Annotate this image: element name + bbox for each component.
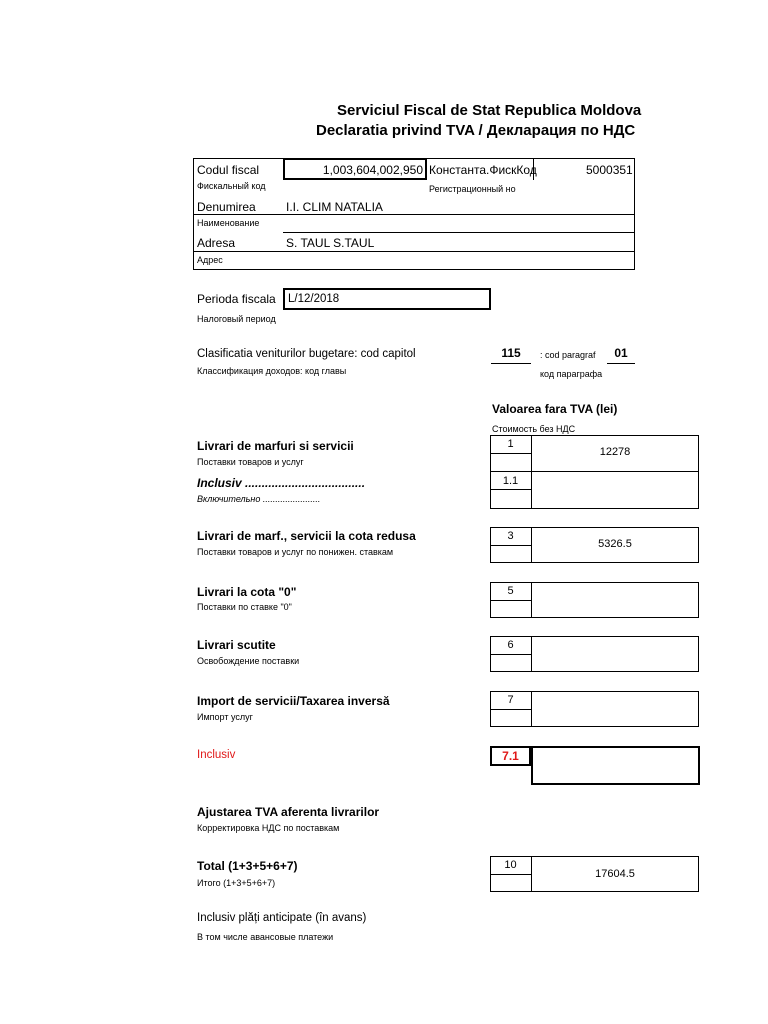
address-label-ru: Адрес [197,255,223,265]
divider [531,582,532,618]
total-label: Total (1+3+5+6+7) [197,859,298,873]
row-1-value[interactable]: 12278 [599,446,631,458]
row-1-label: Livrari de marfuri si servicii [197,439,354,453]
row-7-code: 7 [507,694,514,706]
row-6-label-ru: Освобождение поставки [197,656,300,666]
divider [490,874,531,875]
address-label: Adresa [197,236,236,250]
reg-no-value[interactable]: 5000351 [586,163,633,177]
constant-label: Константа.ФискКод [429,163,537,177]
reg-no-label-ru: Регистрационный но [429,184,516,194]
name-value[interactable]: I.I. CLIM NATALIA [286,200,383,214]
row-6-label: Livrari scutite [197,638,276,652]
row-7-1-code: 7.1 [490,746,531,766]
classification-label-ru: Классификация доходов: код главы [197,366,347,376]
row-7-label-ru: Импорт услуг [197,712,253,722]
divider [283,232,635,233]
classification-label: Clasificatia veniturilor bugetare: cod capitol [197,348,416,360]
row-1-1-code: 1.1 [502,475,519,487]
period-field[interactable] [283,288,491,310]
row-6-code: 6 [507,639,514,651]
row-1-label-ru: Поставки товаров и услуг [197,457,304,467]
adjustment-label-ru: Корректировка НДС по поставкам [197,823,340,833]
paragraph-code[interactable]: 01 [614,346,628,360]
total-label-ru: Итого (1+3+5+6+7) [197,878,276,888]
row-1-1-label-ru: Включительно ....................... [197,494,321,504]
row-7-1-value-box[interactable] [531,746,700,785]
divider [490,545,531,546]
total-code: 10 [504,859,517,871]
row-5-label-ru: Поставки по ставке "0" [197,602,292,612]
value-header-ru: Стоимость без НДС [492,424,576,434]
paragraph-code-underline [607,363,635,364]
name-label-ru: Наименование [197,218,260,228]
row-3-label: Livrari de marf., servicii la cota redusa [197,529,416,543]
row-7-label: Import de servicii/Taxarea inversă [197,694,390,708]
form-title: Serviciul Fiscal de Stat Republica Moldova [337,102,642,119]
address-value[interactable]: S. TAUL S.TAUL [286,236,375,250]
paragraph-label-ru: код параграфа [540,369,603,379]
divider [490,453,531,454]
fiscal-code-value: 1,003,604,002,950 [322,163,423,177]
divider [490,489,531,490]
divider [193,214,635,215]
form-subtitle: Declaratia privind TVA / Декларация по НДС [316,122,636,139]
row-5-label: Livrari la cota "0" [197,585,297,599]
row-1-code: 1 [507,438,514,450]
row-3-code: 3 [507,530,514,542]
row-3-label-ru: Поставки товаров и услуг по понижен. ставкам [197,547,394,557]
fiscal-code-field[interactable] [283,158,427,180]
chapter-code-underline [491,363,531,364]
divider [490,709,531,710]
adjustment-label: Ajustarea TVA aferenta livrarilor [197,805,380,819]
divider [531,691,532,727]
advance-label: Inclusiv plăți anticipate (în avans) [197,912,367,924]
row-5-code: 5 [507,585,514,597]
divider [193,251,635,252]
divider [490,654,531,655]
period-value: L/12/2018 [288,293,340,305]
fiscal-code-label-ru: Фискальный код [197,181,266,191]
period-label-ru: Налоговый период [197,314,276,324]
fiscal-code-label: Codul fiscal [197,163,260,177]
divider [531,636,532,672]
row-7-1-label: Inclusiv [197,749,236,761]
paragraph-label: : cod paragraf [540,350,596,360]
divider [490,600,531,601]
chapter-code[interactable]: 115 [501,346,521,360]
divider [490,471,699,472]
name-label: Denumirea [197,200,256,214]
row-1-1-label: Inclusiv .................................... [197,476,366,490]
advance-label-ru: В том числе авансовые платежи [197,932,334,942]
period-label: Perioda fiscala [197,292,276,306]
value-header: Valoarea fara TVA (lei) [492,402,618,416]
row-3-value[interactable]: 5326.5 [598,538,632,550]
total-value[interactable]: 17604.5 [595,868,635,880]
